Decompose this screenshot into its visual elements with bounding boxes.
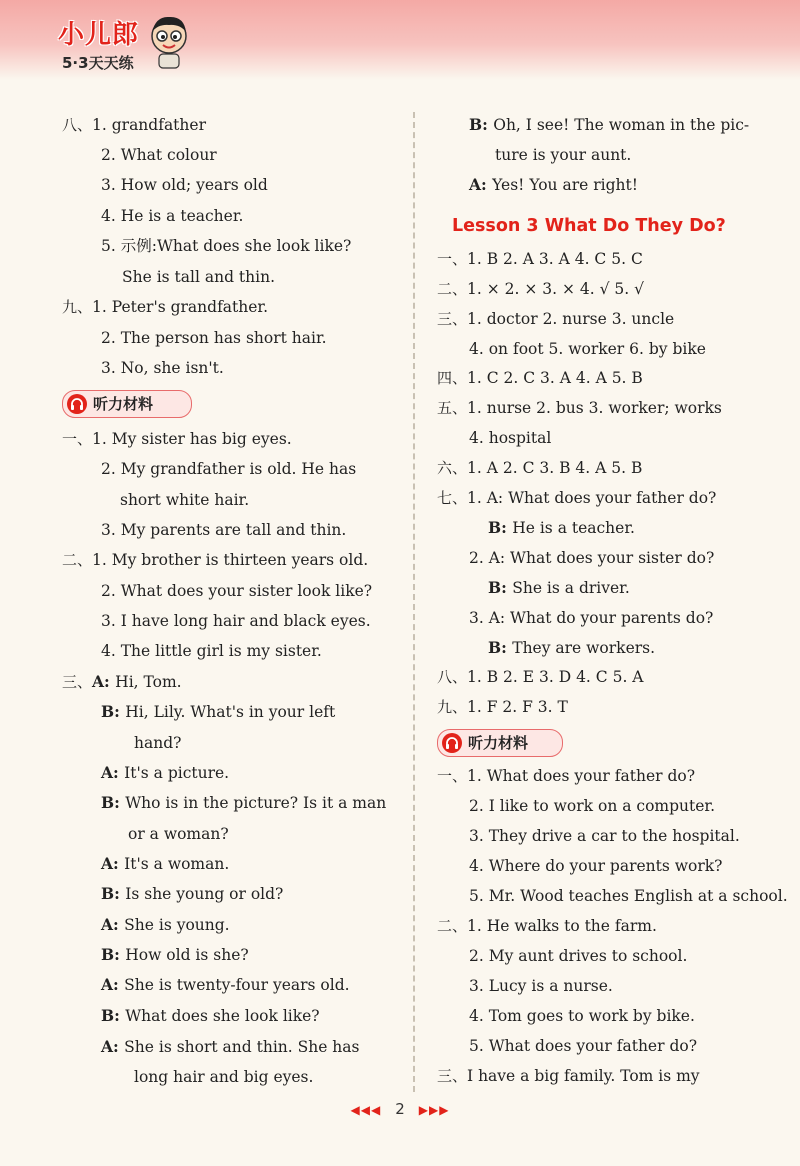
answer-line — [128, 824, 229, 844]
answer-line — [101, 145, 217, 165]
brand-title: 小儿郎 — [58, 20, 140, 50]
answer-line — [101, 945, 249, 965]
answer-text: 4. on foot 5. worker 6. by bike — [469, 340, 706, 358]
speaker-label: B — [101, 1006, 115, 1025]
section-number: 三、 — [62, 673, 93, 691]
speaker-colon: : — [482, 115, 494, 134]
answer-text: long hair and big eyes. — [134, 1068, 314, 1086]
answer-line — [134, 1067, 313, 1087]
answer-text: 2. A: What does your sister do? — [469, 549, 715, 567]
speaker-colon: : — [114, 702, 126, 721]
speaker-colon: : — [481, 175, 493, 194]
answer-text: Oh, I see! The woman in the pic- — [493, 116, 750, 134]
answer-line — [101, 328, 327, 348]
answer-line — [469, 1006, 695, 1026]
answer-text: 2. What colour — [101, 146, 217, 164]
answer-line — [101, 641, 322, 661]
section-number: 六、 — [437, 459, 468, 477]
answer-text: Is she young or old? — [125, 885, 284, 903]
answer-text: 1. grandfather — [92, 116, 206, 134]
speaker-label: B — [469, 115, 483, 134]
answer-text: She is young. — [124, 916, 230, 934]
answer-text: or a woman? — [128, 825, 229, 843]
answer-text: Who is in the picture? Is it a man — [125, 794, 387, 812]
section-number: 一、 — [437, 767, 468, 785]
answer-text: 2. The person has short hair. — [101, 329, 327, 347]
answer-text: 1. B 2. A 3. A 4. C 5. C — [467, 250, 643, 268]
speaker-colon: : — [114, 884, 126, 903]
answer-text: 4. Tom goes to work by bike. — [469, 1007, 695, 1025]
answer-text: 1. F 2. F 3. T — [467, 698, 568, 716]
answer-text: 5. Mr. Wood teaches English at a school. — [469, 887, 788, 905]
answer-line — [469, 796, 715, 816]
answer-line — [437, 398, 722, 418]
answer-line — [437, 766, 695, 786]
speaker-label: B — [101, 702, 115, 721]
section-number: 二、 — [62, 551, 93, 569]
answer-text: 3. A: What do your parents do? — [469, 609, 714, 627]
speaker-colon: : — [113, 915, 125, 934]
page-number: 2 — [395, 1100, 405, 1118]
answer-text: 3. Lucy is a nurse. — [469, 977, 613, 995]
answer-line — [488, 578, 630, 598]
answer-text: 4. The little girl is my sister. — [101, 642, 322, 660]
answer-text: He is a teacher. — [512, 519, 635, 537]
speaker-colon: : — [114, 793, 126, 812]
column-divider — [413, 112, 415, 1092]
answer-line — [62, 297, 268, 317]
page-footer — [0, 1100, 800, 1118]
lesson-title: Lesson 3 What Do They Do? — [452, 216, 726, 236]
speaker-label: A — [101, 854, 114, 873]
brand-series: 5·3天天练 — [62, 54, 134, 72]
answer-line — [62, 429, 292, 449]
answer-text: 2. What does your sister look like? — [101, 582, 373, 600]
answer-line — [101, 915, 230, 935]
answer-line — [62, 672, 182, 692]
answer-line — [469, 175, 638, 195]
answer-text: 3. My parents are tall and thin. — [101, 521, 347, 539]
answer-line — [488, 638, 655, 658]
answer-line — [469, 1036, 697, 1056]
section-number: 二、 — [437, 280, 468, 298]
answer-line — [437, 279, 644, 299]
answer-line — [437, 697, 568, 717]
answer-line — [437, 368, 643, 388]
prev-arrows-icon: ◀◀◀ — [350, 1103, 382, 1117]
answer-text: Hi, Lily. What's in your left — [125, 703, 336, 721]
answer-line — [122, 267, 275, 287]
answer-line — [469, 548, 714, 568]
answer-line — [120, 490, 249, 510]
speaker-colon: : — [113, 975, 125, 994]
answer-line — [101, 702, 335, 722]
answer-text: 3. No, she isn't. — [101, 359, 224, 377]
answer-line — [437, 458, 642, 478]
answer-text: 1. C 2. C 3. A 4. A 5. B — [467, 369, 643, 387]
section-number: 八、 — [62, 116, 93, 134]
answer-line — [101, 236, 351, 256]
listening-label-text: 听力材料 — [93, 395, 154, 413]
answer-text: 1. doctor 2. nurse 3. uncle — [467, 310, 675, 328]
answer-text: How old is she? — [125, 946, 249, 964]
section-number: 七、 — [437, 489, 468, 507]
speaker-label: B — [101, 793, 115, 812]
answer-line — [101, 611, 371, 631]
brand-logo — [58, 14, 198, 78]
answer-line — [469, 608, 713, 628]
section-number: 八、 — [437, 668, 468, 686]
answer-line — [101, 763, 229, 783]
answer-line — [488, 518, 635, 538]
section-number: 二、 — [437, 917, 468, 935]
answer-text: 3. They drive a car to the hospital. — [469, 827, 740, 845]
answer-line — [437, 1066, 700, 1086]
answer-line — [62, 550, 368, 570]
speaker-label: A — [101, 763, 114, 782]
answer-line — [469, 946, 687, 966]
section-number: 四、 — [437, 369, 468, 387]
section-number: 五、 — [437, 399, 468, 417]
answer-text: It's a woman. — [124, 855, 230, 873]
answer-text: 1. He walks to the farm. — [467, 917, 657, 935]
section-number: 一、 — [437, 250, 468, 268]
answer-line — [437, 488, 716, 508]
next-arrows-icon: ▶▶▶ — [418, 1103, 450, 1117]
speaker-label: B — [101, 945, 115, 964]
answer-text: I have a big family. Tom is my — [467, 1067, 700, 1085]
answer-text: They are workers. — [512, 639, 656, 657]
answer-line — [437, 667, 644, 687]
answer-line — [469, 976, 613, 996]
speaker-colon: : — [501, 638, 513, 657]
answer-text: 1. × 2. × 3. × 4. √ 5. √ — [467, 280, 645, 298]
answer-line — [134, 733, 181, 753]
answer-line — [62, 115, 206, 135]
answer-line — [101, 358, 224, 378]
section-number: 一、 — [62, 430, 93, 448]
answer-text: 3. I have long hair and black eyes. — [101, 612, 371, 630]
answer-line — [101, 854, 229, 874]
speaker-label: B — [488, 518, 502, 537]
answer-text: 1. What does your father do? — [467, 767, 696, 785]
answer-text: She is short and thin. She has — [124, 1038, 360, 1056]
listening-label-text: 听力材料 — [468, 734, 529, 752]
mascot-icon — [146, 12, 192, 72]
answer-line — [101, 459, 356, 479]
answer-text: What does she look like? — [125, 1007, 320, 1025]
speaker-colon: : — [501, 578, 513, 597]
answer-line — [437, 309, 674, 329]
answer-text: short white hair. — [120, 491, 250, 509]
section-number: 九、 — [62, 298, 93, 316]
answer-line — [469, 886, 788, 906]
answer-line — [469, 856, 722, 876]
speaker-colon: : — [114, 945, 126, 964]
answer-text: 1. nurse 2. bus 3. worker; works — [467, 399, 722, 417]
answer-text: 5. 示例:What does she look like? — [101, 237, 352, 255]
answer-line — [437, 249, 643, 269]
speaker-colon: : — [104, 672, 116, 691]
answer-line — [101, 884, 283, 904]
answer-text: 3. How old; years old — [101, 176, 268, 194]
answer-text: She is twenty-four years old. — [124, 976, 350, 994]
answer-text: 1. A 2. C 3. B 4. A 5. B — [467, 459, 643, 477]
speaker-label: B — [488, 638, 502, 657]
answer-line — [101, 1006, 320, 1026]
answer-text: 1. B 2. E 3. D 4. C 5. A — [467, 668, 644, 686]
answer-text: 2. I like to work on a computer. — [469, 797, 716, 815]
speaker-colon: : — [501, 518, 513, 537]
answer-text: Hi, Tom. — [115, 673, 182, 691]
answer-text: She is tall and thin. — [122, 268, 276, 286]
answer-line — [101, 1037, 360, 1057]
answer-line — [101, 520, 346, 540]
speaker-colon: : — [114, 1006, 126, 1025]
speaker-label: A — [101, 915, 114, 934]
answer-line — [469, 339, 706, 359]
answer-line — [437, 916, 657, 936]
answer-text: 4. hospital — [469, 429, 552, 447]
answer-text: ture is your aunt. — [495, 146, 632, 164]
answer-line — [469, 826, 740, 846]
answer-line — [101, 975, 350, 995]
answer-text: hand? — [134, 734, 182, 752]
answer-line — [101, 175, 268, 195]
speaker-label: B — [488, 578, 502, 597]
speaker-colon: : — [113, 763, 125, 782]
answer-text: 1. My sister has big eyes. — [92, 430, 292, 448]
listening-label-right — [437, 729, 563, 757]
answer-line — [469, 115, 749, 135]
answer-text: It's a picture. — [124, 764, 230, 782]
speaker-label: A — [469, 175, 482, 194]
answer-line — [469, 428, 551, 448]
headphones-icon — [67, 394, 87, 414]
answer-text: 1. A: What does your father do? — [467, 489, 717, 507]
answer-text: 1. Peter's grandfather. — [92, 298, 269, 316]
answer-text: She is a driver. — [512, 579, 630, 597]
answer-line — [495, 145, 631, 165]
answer-line — [101, 793, 386, 813]
answer-text: 4. He is a teacher. — [101, 207, 244, 225]
section-number: 三、 — [437, 1067, 468, 1085]
answer-text: 5. What does your father do? — [469, 1037, 698, 1055]
speaker-label: A — [101, 975, 114, 994]
speaker-label: A — [101, 1037, 114, 1056]
speaker-colon: : — [113, 854, 125, 873]
answer-text: 4. Where do your parents work? — [469, 857, 723, 875]
answer-text: 2. My aunt drives to school. — [469, 947, 688, 965]
answer-line — [101, 206, 243, 226]
answer-text: 2. My grandfather is old. He has — [101, 460, 357, 478]
answer-text: 1. My brother is thirteen years old. — [92, 551, 369, 569]
listening-label-left — [62, 390, 192, 418]
section-number: 九、 — [437, 698, 468, 716]
answer-text: Yes! You are right! — [492, 176, 638, 194]
section-number: 三、 — [437, 310, 468, 328]
speaker-label: B — [101, 884, 115, 903]
speaker-colon: : — [113, 1037, 125, 1056]
headphones-icon — [442, 733, 462, 753]
speaker-label: A — [92, 672, 105, 691]
answer-line — [101, 581, 372, 601]
